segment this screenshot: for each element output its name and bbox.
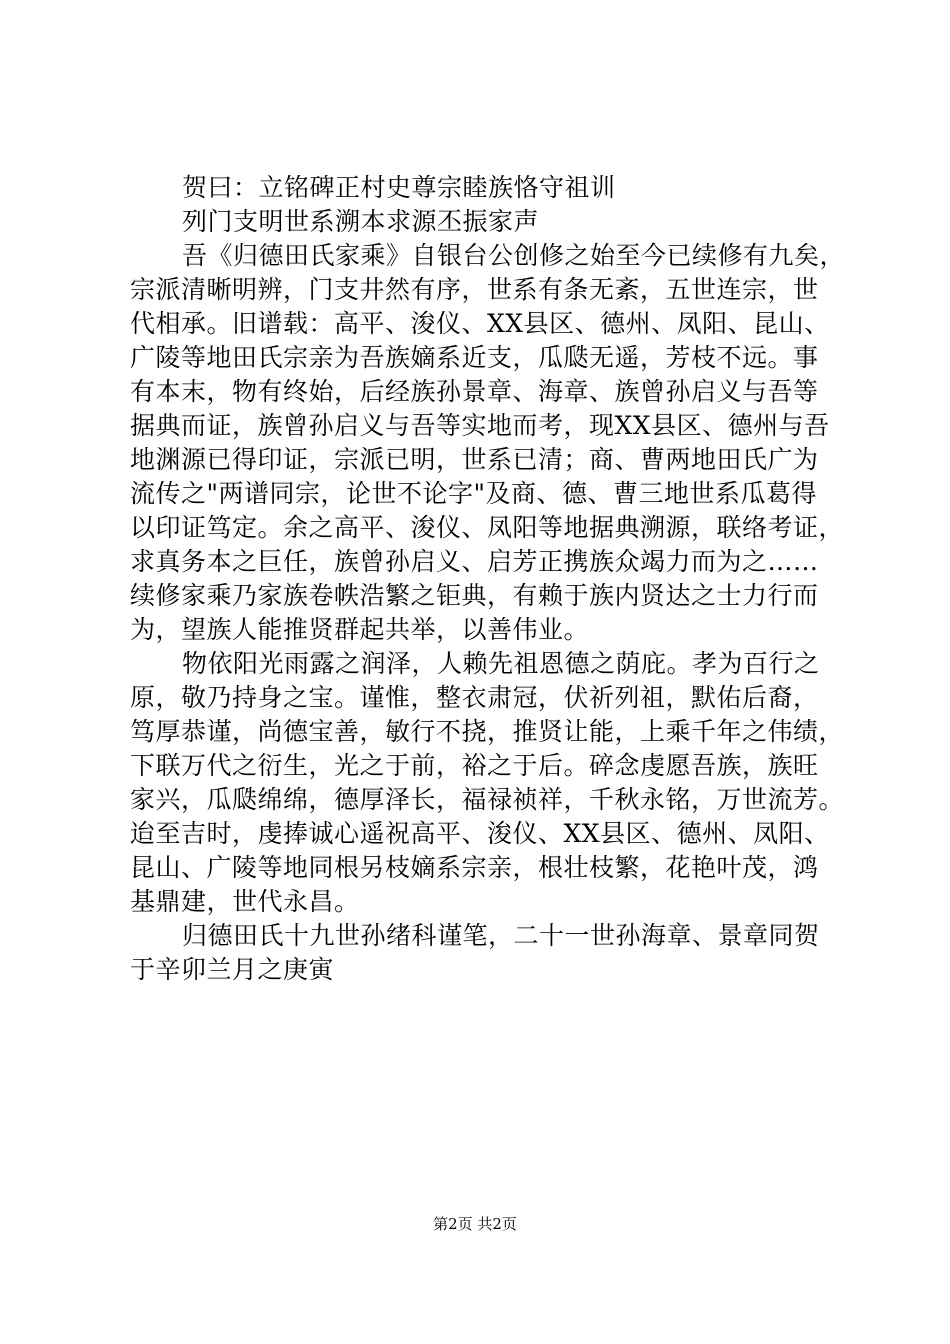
text-line: 下联万代之衍生，光之于前，裕之于后。碎念虔愿吾族，族旺 bbox=[130, 751, 819, 780]
text-line: 以印证笃定。余之高平、浚仪、凤阳等地据典溯源，联络考证， bbox=[130, 513, 845, 542]
text-line: 广陵等地田氏宗亲为吾族嫡系近支，瓜瓞无遥，芳枝不远。事 bbox=[130, 343, 819, 372]
text-line: 基鼎建，世代永昌。 bbox=[130, 887, 360, 916]
text-line: 地渊源已得印证，宗派已明，世系已清；商、曹两地田氏广为 bbox=[130, 445, 819, 474]
text-line: 归德田氏十九世孙绪科谨笔，二十一世孙海章、景章同贺 bbox=[182, 921, 820, 950]
text-line: 续修家乘乃家族卷帙浩繁之钜典，有赖于族内贤达之士力行而 bbox=[130, 581, 819, 610]
text-line: 代相承。旧谱载：高平、浚仪、XX县区、德州、凤阳、昆山、 bbox=[130, 309, 830, 338]
text-line: 列门支明世系溯本求源丕振家声 bbox=[182, 207, 540, 236]
text-line: 贺曰：立铭碑正村史尊宗睦族恪守祖训 bbox=[182, 173, 616, 202]
text-line: 宗派清晰明辨，门支井然有序，世系有条无紊，五世连宗，世 bbox=[130, 275, 819, 304]
text-line: 迨至吉时，虔捧诚心遥祝高平、浚仪、XX县区、德州、凤阳、 bbox=[130, 819, 830, 848]
text-line: 笃厚恭谨，尚德宝善，敏行不挠，推贤让能，上乘千年之伟绩， bbox=[130, 717, 845, 746]
text-line: 流传之"两谱同宗，论世不论字"及商、德、曹三地世系瓜葛得 bbox=[130, 479, 818, 508]
document-body bbox=[130, 171, 850, 987]
page-number-footer: 第2页 共2页 bbox=[433, 1215, 517, 1233]
text-line: 求真务本之巨任，族曾孙启义、启芳正携族众竭力而为之…… bbox=[130, 547, 819, 576]
text-line: 家兴，瓜瓞绵绵，德厚泽长，福禄祯祥，千秋永铭，万世流芳。 bbox=[130, 785, 845, 814]
text-line: 原，敬乃持身之宝。谨惟，整衣肃冠，伏祈列祖，默佑后裔， bbox=[130, 683, 819, 712]
text-line: 吾《归德田氏家乘》自银台公创修之始至今已续修有九矣， bbox=[182, 241, 846, 270]
text-line: 为，望族人能推贤群起共举，以善伟业。 bbox=[130, 615, 590, 644]
text-line: 物依阳光雨露之润泽，人赖先祖恩德之荫庇。孝为百行之 bbox=[182, 649, 820, 678]
text-line: 昆山、广陵等地同根另枝嫡系宗亲，根壮枝繁，花艳叶茂，鸿 bbox=[130, 853, 819, 882]
text-line: 有本末，物有终始，后经族孙景章、海章、族曾孙启义与吾等 bbox=[130, 377, 819, 406]
text-line: 据典而证，族曾孙启义与吾等实地而考，现XX县区、德州与吾 bbox=[130, 411, 830, 440]
text-line: 于辛卯兰月之庚寅 bbox=[130, 955, 335, 984]
